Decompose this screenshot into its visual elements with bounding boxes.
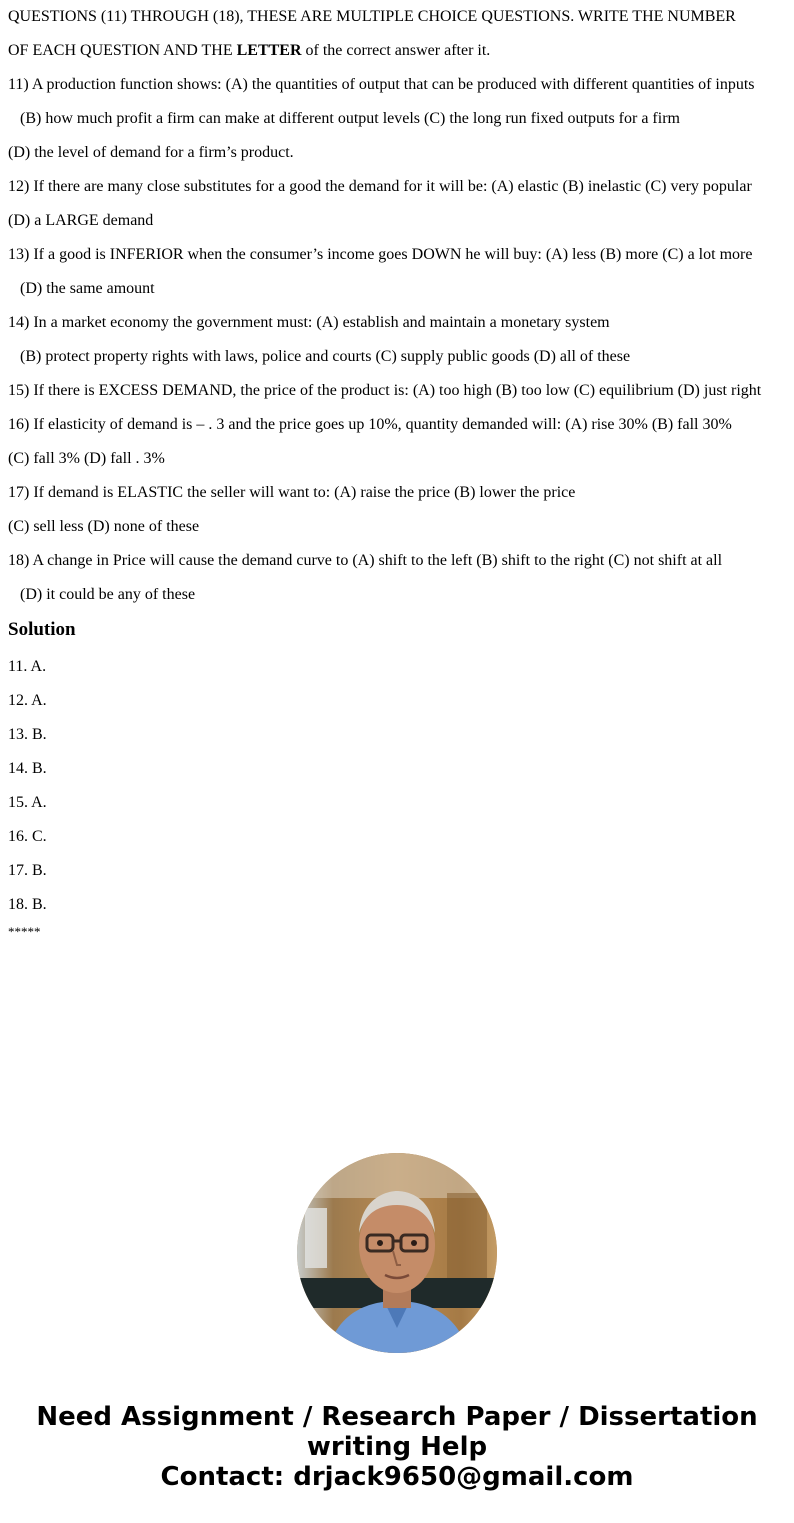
- question-line: (D) the same amount: [20, 280, 155, 297]
- promo-line-1: Need Assignment / Research Paper / Dissertation: [36, 1402, 758, 1432]
- question-line: (D) a LARGE demand: [8, 212, 154, 229]
- instructions-emphasis: LETTER: [236, 42, 302, 59]
- question-12: [8, 170, 788, 238]
- answer-item: 11. A.: [8, 658, 47, 675]
- answer-item: 15. A.: [8, 794, 47, 811]
- solution-heading: Solution: [8, 619, 76, 640]
- question-line: (C) fall 3% (D) fall . 3%: [8, 450, 165, 467]
- question-line: (B) how much profit a firm can make at different output levels (C) the long run fixed outputs for a firm: [20, 110, 680, 127]
- instructions-text: of the correct answer after it.: [301, 42, 491, 59]
- promo-line-2: writing Help: [306, 1432, 488, 1462]
- answer-item: 17. B.: [8, 862, 47, 879]
- promo-banner: [0, 1402, 794, 1492]
- answer-list: [8, 650, 788, 922]
- question-line: (B) protect property rights with laws, police and courts (C) supply public goods (D) all of these: [20, 348, 631, 365]
- question-11: [8, 68, 788, 170]
- instructions-line-2: [8, 34, 788, 68]
- question-line: 13) If a good is INFERIOR when the consumer’s income goes DOWN he will buy: (A) less (B) more (C) a lot more: [8, 246, 753, 263]
- question-14: [8, 306, 788, 374]
- instructions-text: OF EACH QUESTION AND THE: [8, 42, 237, 59]
- question-16: [8, 408, 788, 476]
- promo-contact: Contact: drjack9650@gmail.com: [160, 1462, 634, 1492]
- question-17: [8, 476, 788, 544]
- question-line: 12) If there are many close substitutes for a good the demand for it will be: (A) elastic (B) inelastic (C) very popular: [8, 178, 752, 195]
- answer-item: 13. B.: [8, 726, 47, 743]
- answer-item: 12. A.: [8, 692, 47, 709]
- author-portrait-image: [297, 1153, 497, 1353]
- author-avatar: [297, 1153, 497, 1353]
- instructions-line-1: QUESTIONS (11) THROUGH (18), THESE ARE MULTIPLE CHOICE QUESTIONS. WRITE THE NUMBER: [8, 8, 736, 25]
- question-18: [8, 544, 788, 612]
- question-line: 15) If there is EXCESS DEMAND, the price of the product is: (A) too high (B) too low (C) equilibrium (D) just right: [8, 382, 762, 399]
- answer-item: 16. C.: [8, 828, 47, 845]
- answer-item: 14. B.: [8, 760, 47, 777]
- end-mark: *****: [8, 924, 41, 939]
- document-body: [8, 0, 788, 942]
- question-line: 17) If demand is ELASTIC the seller will want to: (A) raise the price (B) lower the price: [8, 484, 576, 501]
- question-line: 16) If elasticity of demand is – . 3 and the price goes up 10%, quantity demanded will: (A) rise 30% (B) fall 30%: [8, 416, 732, 433]
- question-line: (C) sell less (D) none of these: [8, 518, 200, 535]
- question-13: [8, 238, 788, 306]
- answer-item: 18. B.: [8, 896, 47, 913]
- question-line: (D) the level of demand for a firm’s product.: [8, 144, 294, 161]
- question-line: (D) it could be any of these: [20, 586, 196, 603]
- question-15: [8, 374, 788, 408]
- question-line: 11) A production function shows: (A) the quantities of output that can be produced with different quantities of inputs: [8, 76, 755, 93]
- question-line: 14) In a market economy the government must: (A) establish and maintain a monetary system: [8, 314, 610, 331]
- question-line: 18) A change in Price will cause the demand curve to (A) shift to the left (B) shift to the right (C) not shift at all: [8, 552, 723, 569]
